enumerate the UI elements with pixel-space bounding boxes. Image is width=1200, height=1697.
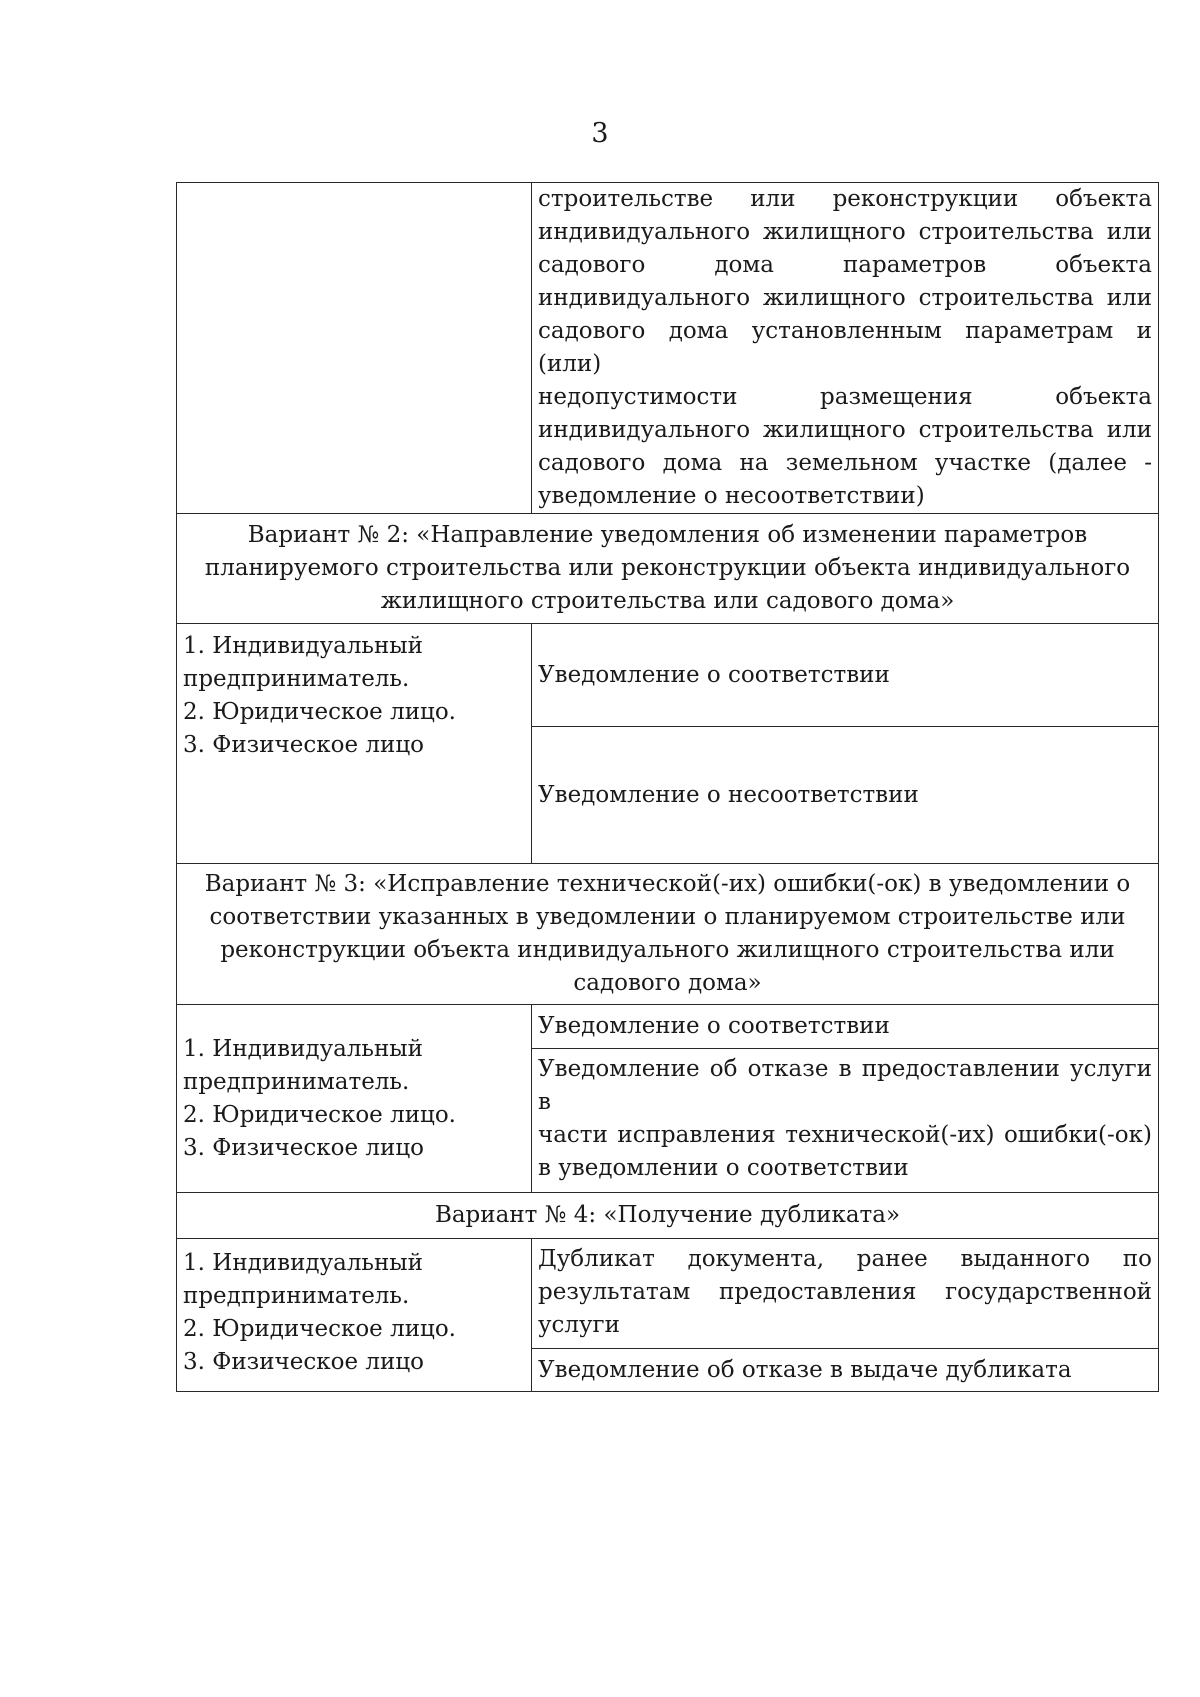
variant-3-heading-row	[177, 864, 1159, 1005]
services-table	[176, 182, 1159, 1392]
table-row	[177, 1005, 1159, 1049]
result-cell: Уведомление о несоответствии	[532, 727, 1159, 864]
table-row	[177, 1239, 1159, 1349]
applicant-list: 1. Индивидуальный предприниматель. 2. Юридическое лицо. 3. Физическое лицо	[177, 624, 532, 864]
result-cell: Уведомление о соответствии	[532, 624, 1159, 727]
applicant-list: 1. Индивидуальный предприниматель. 2. Юридическое лицо. 3. Физическое лицо	[177, 1239, 532, 1392]
table-row	[177, 624, 1159, 727]
empty-cell	[177, 183, 532, 514]
variant-3-heading: Вариант № 3: «Исправление технической(-их) ошибки(-ок) в уведомлении о соответствии указанных в уведомлении о планируемом строительстве или реконструкции объекта индивидуального жилищного строительства или садового дома»	[177, 864, 1159, 1005]
result-cell: Дубликат документа, ранее выданного по результатам предоставления государственной услуги	[532, 1239, 1159, 1349]
applicant-list: 1. Индивидуальный предприниматель. 2. Юридическое лицо. 3. Физическое лицо	[177, 1005, 532, 1193]
variant-2-heading: Вариант № 2: «Направление уведомления об изменении параметров планируемого строительства или реконструкции объекта индивидуального жилищного строительства или садового дома»	[177, 514, 1159, 624]
result-cell: Уведомление о соответствии	[532, 1005, 1159, 1049]
result-cell: Уведомление об отказе в выдаче дубликата	[532, 1349, 1159, 1392]
variant-2-heading-row	[177, 514, 1159, 624]
result-cell: Уведомление об отказе в предоставлении услуги в части исправления технической(-их) ошибки(-ок) в уведомлении о соответствии	[532, 1049, 1159, 1193]
page-number: 3	[591, 118, 609, 149]
variant-4-heading-row	[177, 1193, 1159, 1239]
table-row	[177, 183, 1159, 514]
variant-4-heading: Вариант № 4: «Получение дубликата»	[177, 1193, 1159, 1239]
continuation-cell: строительстве или реконструкции объекта индивидуального жилищного строительства или садового дома параметров объекта индивидуального жилищного строительства или садового дома установленным параметрам и (или) недопустимости размещения объекта индивидуального жилищного строительства или садового дома на земельном участке (далее - уведомление о несоответствии)	[532, 183, 1159, 514]
